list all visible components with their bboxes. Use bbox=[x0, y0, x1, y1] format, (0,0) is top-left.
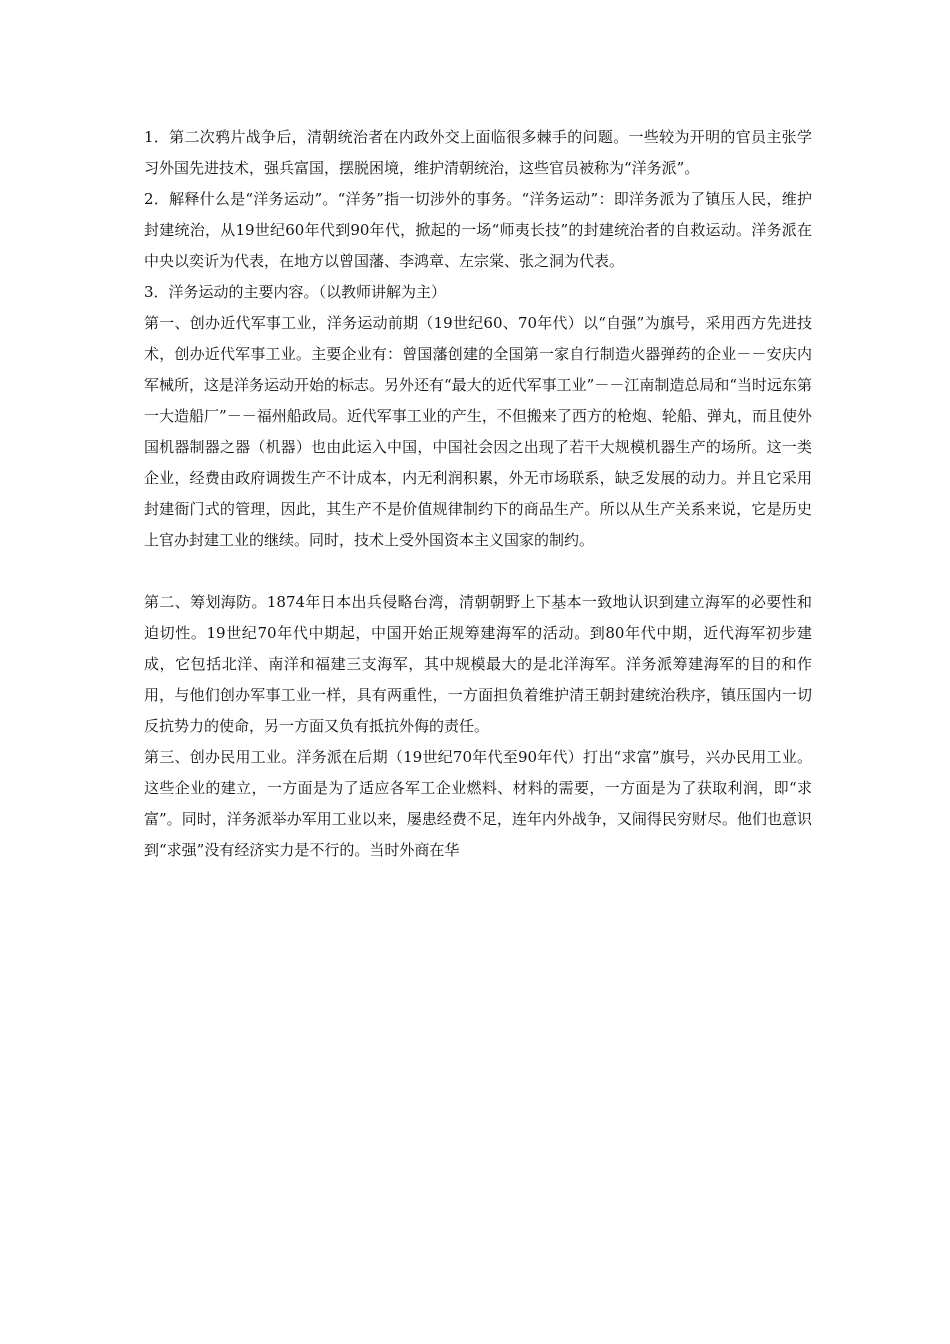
paragraph-1: 1．第二次鸦片战争后，清朝统治者在内政外交上面临很多棘手的问题。一些较为开明的官员主张学习外国先进技术，强兵富国，摆脱困境，维护清朝统治，这些官员被称为“洋务派”。 bbox=[144, 128, 812, 177]
paragraph-gap bbox=[144, 556, 812, 587]
paragraph-5: 第二、筹划海防。1874年日本出兵侵略台湾，清朝朝野上下基本一致地认识到建立海军的必要性和迫切性。19世纪70年代中期起，中国开始正规筹建海军的活动。到80年代中期，近代海军初步建成，它包括北洋、南洋和福建三支海军，其中规模最大的是北洋海军。洋务派筹建海军的目的和作用，与他们创办军事工业一样，具有两重性，一方面担负着维护清王朝封建统治秩序，镇压国内一切反抗势力的使命，另一方面又负有抵抗外侮的责任。 bbox=[144, 593, 812, 735]
paragraph-3: 3．洋务运动的主要内容。（以教师讲解为主） bbox=[144, 283, 447, 301]
paragraph-6: 第三、创办民用工业。洋务派在后期（19世纪70年代至90年代）打出“求富”旗号，兴办民用工业。这些企业的建立，一方面是为了适应各军工企业燃料、材料的需要，一方面是为了获取利润，即“求富”。同时，洋务派举办军用工业以来，屡患经费不足，连年内外战争，又闹得民穷财尽。他们也意识到“求强”没有经济实力是不行的。当时外商在华 bbox=[144, 748, 812, 859]
paragraph-2: 2．解释什么是“洋务运动”。“洋务”指一切涉外的事务。“洋务运动”：即洋务派为了镇压人民，维护封建统治，从19世纪60年代到90年代，掀起的一场“师夷长技”的封建统治者的自救运动。洋务派在中央以奕䜣为代表，在地方以曾国藩、李鸿章、左宗棠、张之洞为代表。 bbox=[144, 190, 812, 270]
document-body bbox=[144, 122, 812, 866]
paragraph-4: 第一、创办近代军事工业，洋务运动前期（19世纪60、70年代）以“自强”为旗号，采用西方先进技术，创办近代军事工业。主要企业有：曾国藩创建的全国第一家自行制造火器弹药的企业－－安庆内军械所，这是洋务运动开始的标志。另外还有“最大的近代军事工业”－－江南制造总局和“当时远东第一大造船厂”－－福州船政局。近代军事工业的产生，不但搬来了西方的枪炮、轮船、弹丸，而且使外国机器制器之器（机器）也由此运入中国，中国社会因之出现了若干大规模机器生产的场所。这一类企业，经费由政府调拨生产不计成本，内无利润积累，外无市场联系，缺乏发展的动力。并且它采用封建衙门式的管理，因此，其生产不是价值规律制约下的商品生产。所以从生产关系来说，它是历史上官办封建工业的继续。同时，技术上受外国资本主义国家的制约。 bbox=[144, 314, 813, 549]
